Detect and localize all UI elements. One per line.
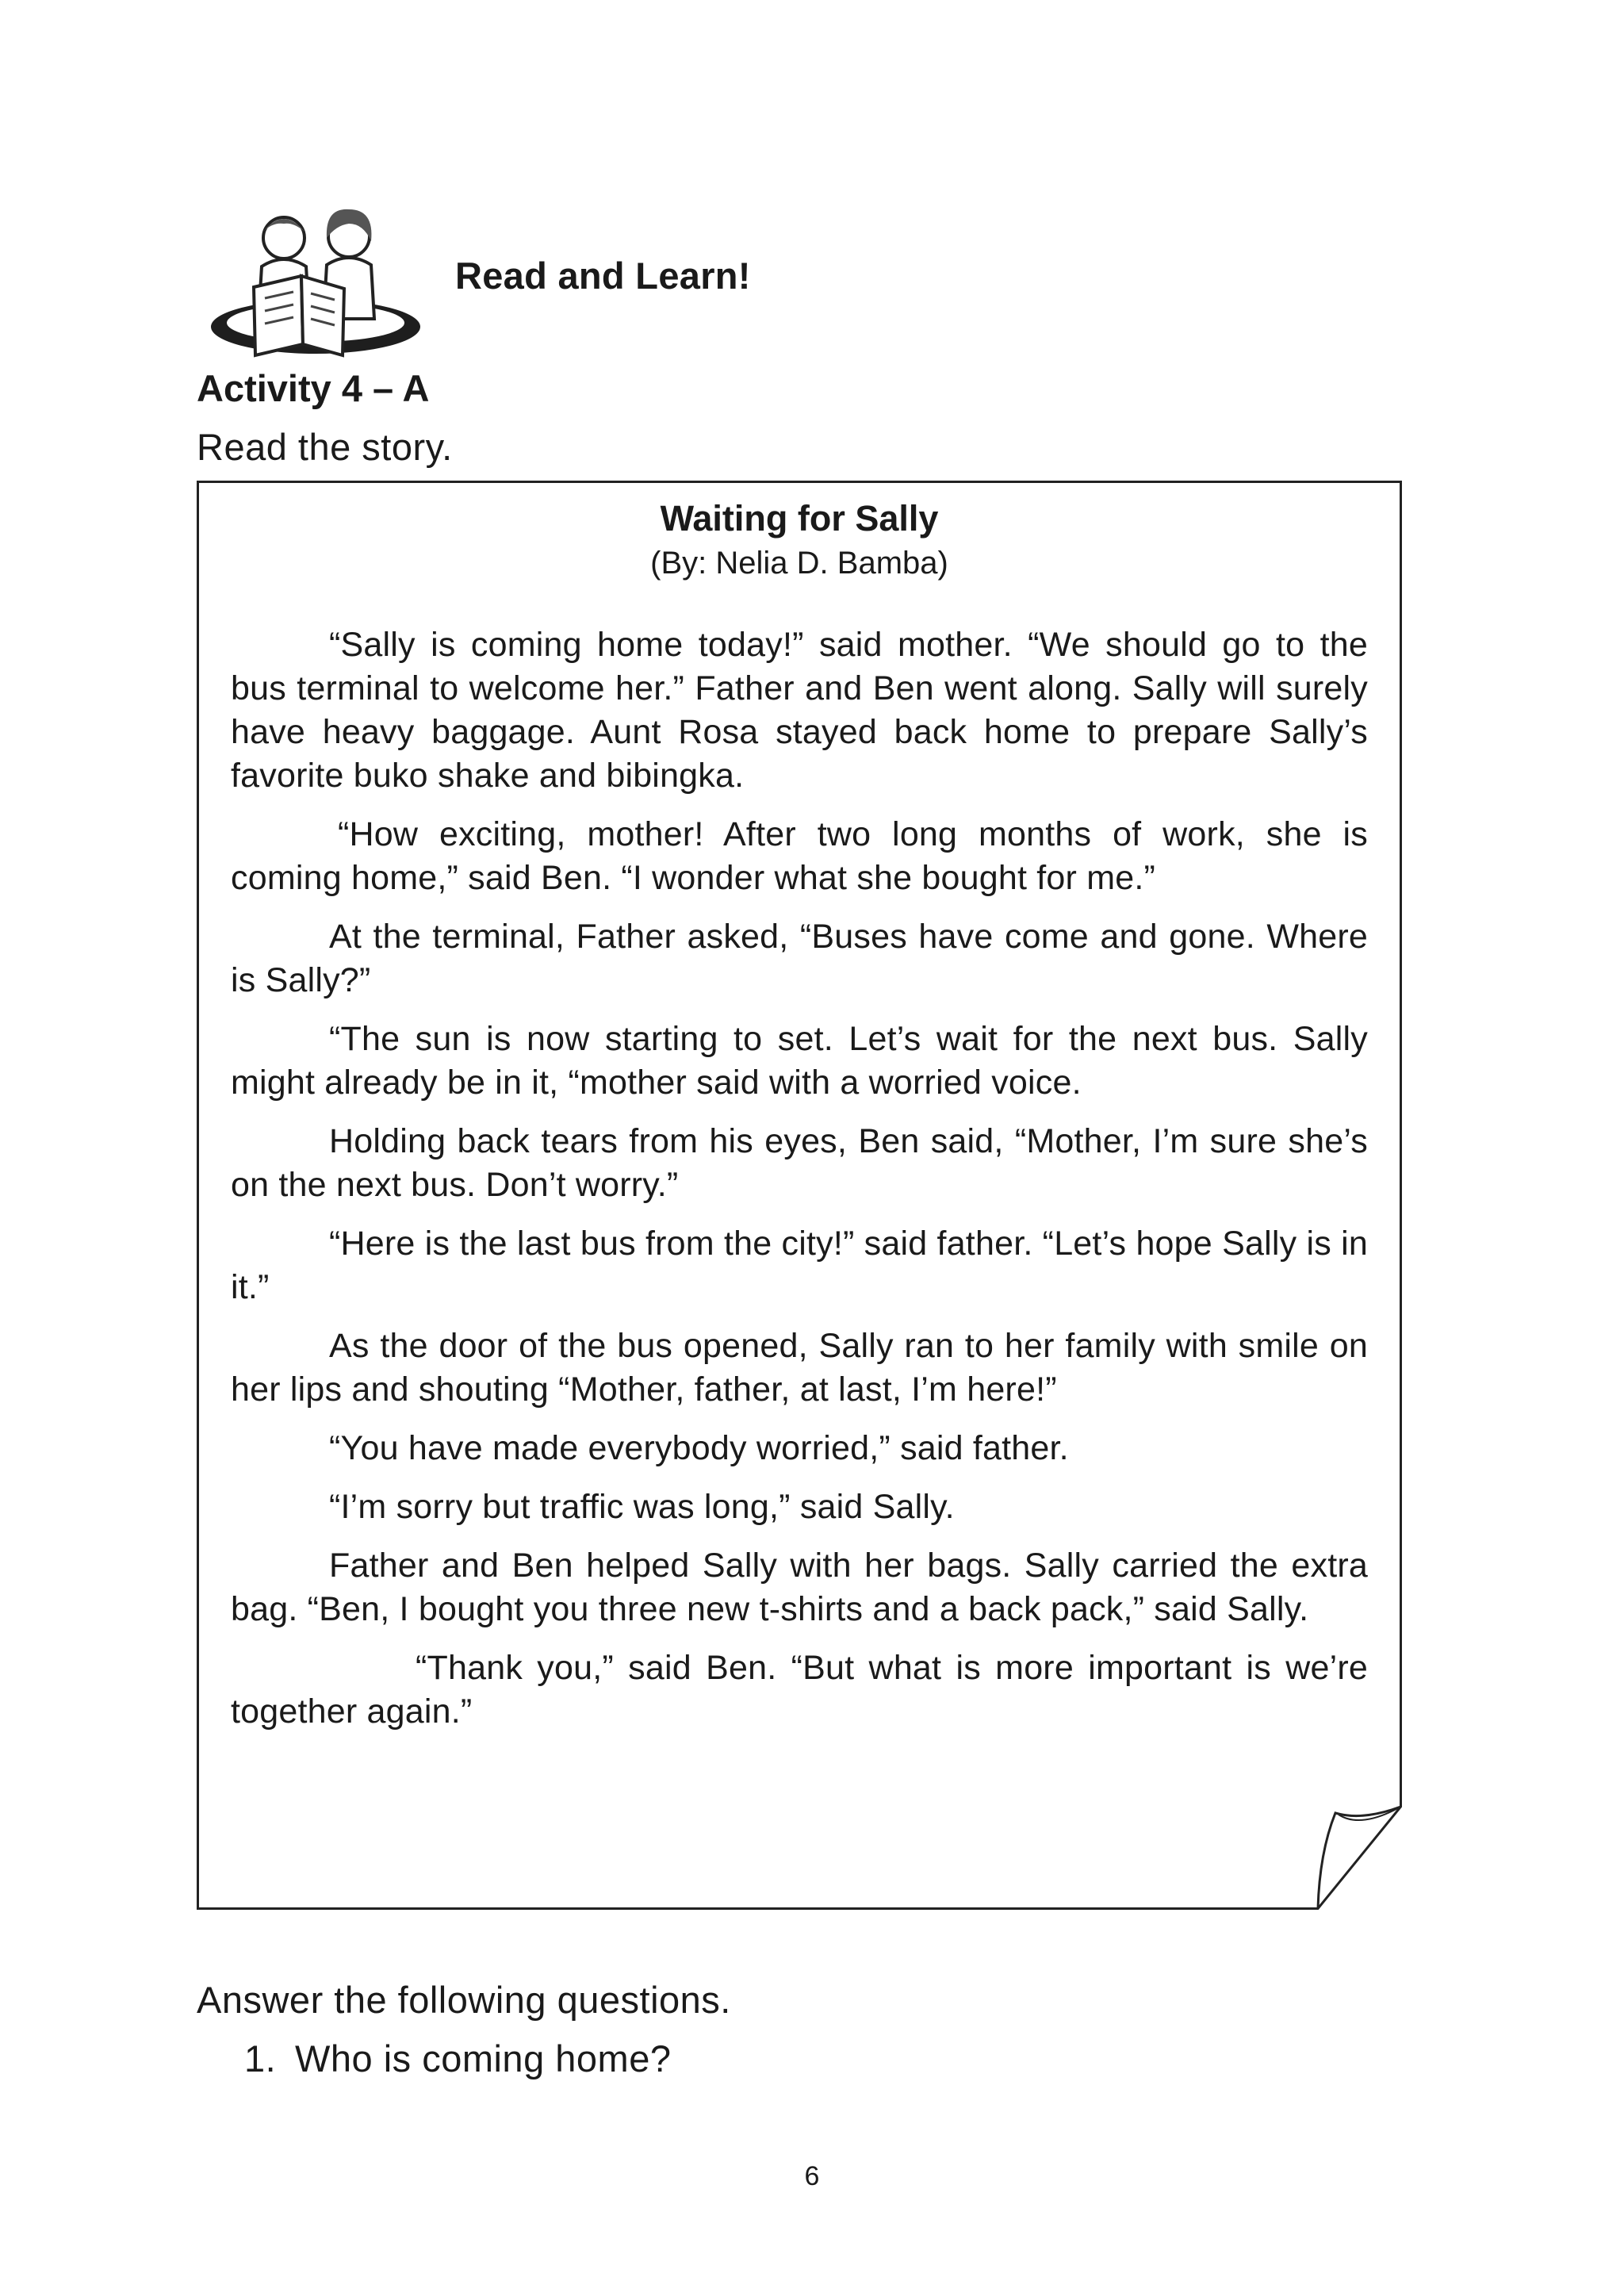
story-paragraph: “Sally is coming home today!” said mother. “We should go to the bus terminal to welcome her.” Father and Ben went along. Sally will surely have heavy baggage. Aunt Rosa stayed back home to prepare Sally’s favorite buko shake and bibingka. [231,626,1368,795]
page-number: 6 [804,2161,820,2191]
story-paragraph: “Thank you,” said Ben. “But what is more important is we’re together again.” [231,1649,1368,1731]
story-author: (By: Nelia D. Bamba) [650,546,948,581]
story-paragraph: “Here is the last bus from the city!” said father. “Let’s hope Sally is in it.” [231,1225,1368,1306]
children-reading-book-icon [205,200,427,358]
story-paragraph: “You have made everybody worried,” said father. [329,1429,1069,1467]
story-body [231,623,1368,1749]
story-title: Waiting for Sally [660,498,939,539]
section-title: Read and Learn! [455,255,751,297]
question-number: 1. [244,2037,277,2079]
story-box [197,481,1402,1910]
story-paragraph: Father and Ben helped Sally with her bags. Sally carried the extra bag. “Ben, I bought you three new t-shirts and a back pack,” said Sally. [231,1547,1368,1628]
header [205,200,918,358]
story-paragraph: Holding back tears from his eyes, Ben said, “Mother, I’m sure she’s on the next bus. Don’t worry.” [231,1122,1368,1204]
story-paragraph: At the terminal, Father asked, “Buses have come and gone. Where is Sally?” [231,918,1368,999]
question-list [244,2037,671,2080]
question-text: Who is coming home? [295,2037,672,2079]
question-item [244,2037,671,2080]
story-paragraph: “The sun is now starting to set. Let’s wait for the next bus. Sally might already be in it, “mother said with a worried voice. [231,1020,1368,1102]
story-paragraph: “I’m sorry but traffic was long,” said Sally. [329,1488,955,1526]
story-paragraph: “How exciting, mother! After two long months of work, she is coming home,” said Ben. “I wonder what she bought for me.” [231,815,1368,897]
activity-instruction: Read the story. [197,426,453,468]
story-paragraph: As the door of the bus opened, Sally ran to her family with smile on her lips and shouting “Mother, father, at last, I’m here!” [231,1327,1368,1409]
activity-title: Activity 4 – A [197,367,430,409]
questions-heading: Answer the following questions. [197,1979,731,2021]
